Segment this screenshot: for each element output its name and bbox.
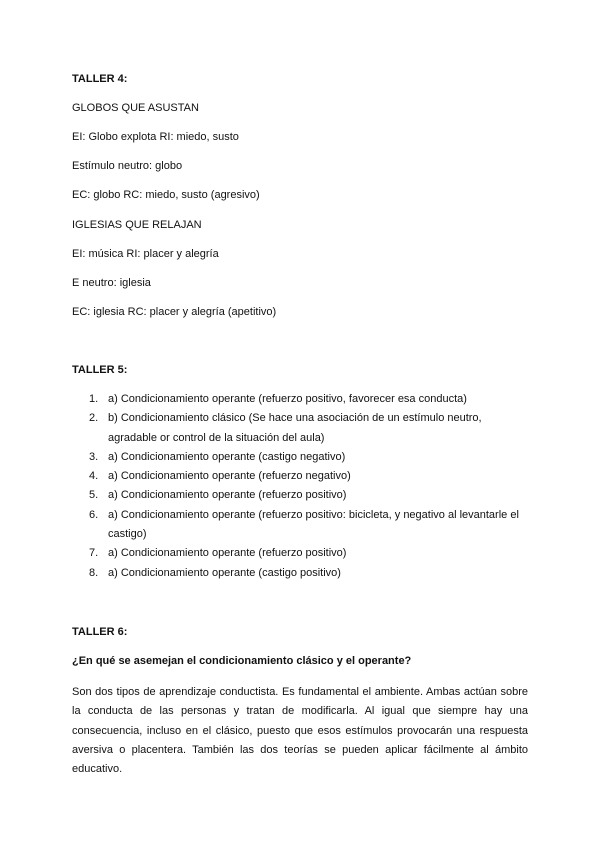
taller6-title: TALLER 6: bbox=[72, 626, 128, 638]
taller4-line: IGLESIAS QUE RELAJAN bbox=[72, 219, 202, 231]
list-text: a) Condicionamiento operante (castigo positivo) bbox=[108, 566, 341, 579]
list-number: 2. bbox=[89, 412, 99, 425]
list-item bbox=[72, 544, 532, 563]
taller5-title: TALLER 5: bbox=[72, 364, 128, 376]
taller4-line: GLOBOS QUE ASUSTAN bbox=[72, 102, 199, 114]
list-number: 3. bbox=[89, 450, 99, 463]
list-text: a) Condicionamiento operante (refuerzo negativo) bbox=[108, 470, 351, 483]
list-number: 4. bbox=[89, 470, 99, 483]
list-item bbox=[72, 409, 532, 448]
list-item bbox=[72, 564, 532, 583]
taller6-question: ¿En qué se asemejan el condicionamiento clásico y el operante? bbox=[72, 655, 412, 667]
list-item bbox=[72, 486, 532, 505]
list-number: 1. bbox=[89, 393, 99, 405]
list-text: a) Condicionamiento operante (refuerzo positivo) bbox=[108, 489, 347, 502]
list-item bbox=[72, 506, 532, 545]
taller4-title: TALLER 4: bbox=[72, 73, 128, 85]
taller4-line: EC: globo RC: miedo, susto (agresivo) bbox=[72, 189, 260, 201]
taller4-line: EI: Globo explota RI: miedo, susto bbox=[72, 131, 239, 143]
taller4-line: Estímulo neutro: globo bbox=[72, 160, 183, 172]
list-number: 5. bbox=[89, 489, 99, 502]
list-text: a) Condicionamiento operante (refuerzo positivo) bbox=[108, 547, 347, 560]
list-number: 7. bbox=[89, 547, 99, 560]
list-item bbox=[72, 390, 532, 409]
list-number: 6. bbox=[89, 508, 99, 521]
list-number: 8. bbox=[89, 566, 99, 579]
taller6-answer: Son dos tipos de aprendizaje conductista. Es fundamental el ambiente. Ambas actúan sobre la conducta de las personas y tratan de modificarla. Al igual que siempre hay una consecuencia, incluso en el clásico, puesto que esos estímulos provocarán una respuesta aversiva o placentera. También las dos teorías se pueden aplicar fácilmente al ámbito educativo. bbox=[72, 686, 528, 776]
list-item bbox=[72, 448, 532, 467]
taller4-line: EC: iglesia RC: placer y alegría (apetitivo) bbox=[72, 306, 277, 318]
taller5-list bbox=[72, 390, 532, 583]
list-text: a) Condicionamiento operante (castigo negativo) bbox=[108, 450, 346, 463]
taller4-line: EI: música RI: placer y alegría bbox=[72, 248, 219, 260]
taller4-line: E neutro: iglesia bbox=[72, 277, 151, 289]
list-item bbox=[72, 467, 532, 486]
list-text: a) Condicionamiento operante (refuerzo positivo, favorecer esa conducta) bbox=[108, 393, 467, 405]
list-text: a) Condicionamiento operante (refuerzo positivo: bicicleta, y negativo al levantarle el castigo) bbox=[108, 508, 519, 541]
list-text: b) Condicionamiento clásico (Se hace una asociación de un estímulo neutro, agradable or control de la situación del aula) bbox=[108, 412, 482, 444]
